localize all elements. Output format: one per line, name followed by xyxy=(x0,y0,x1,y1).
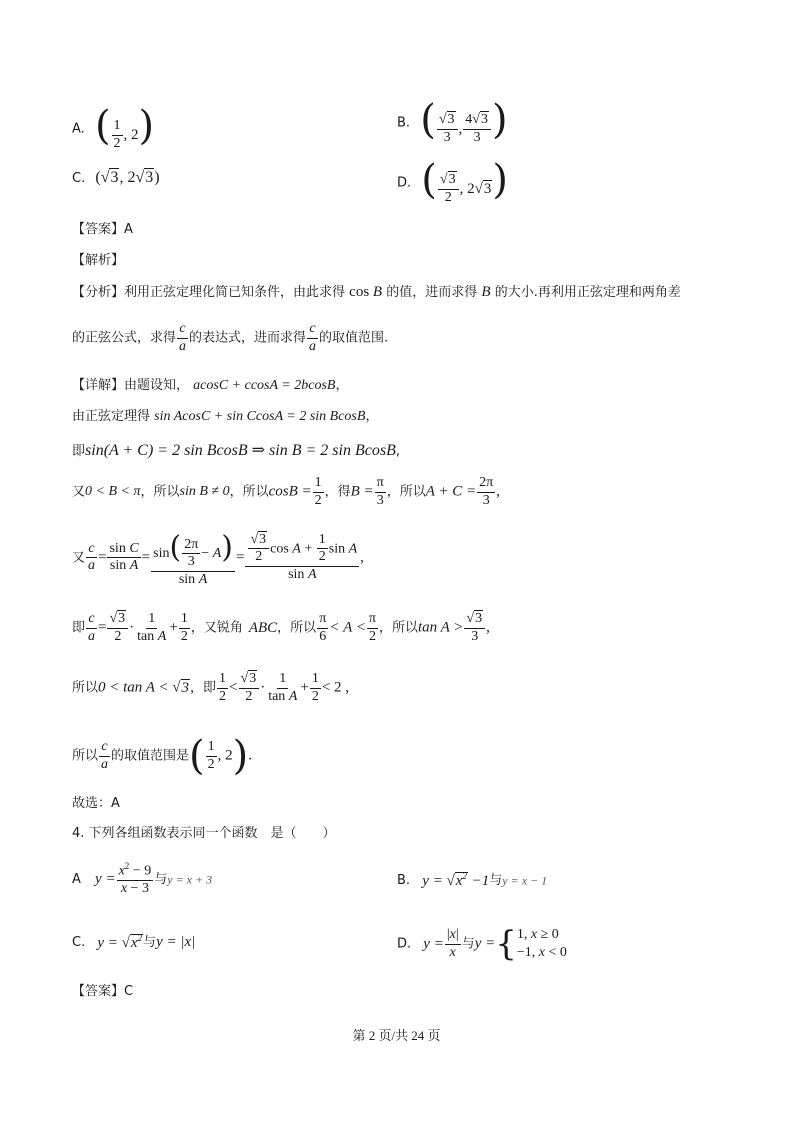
step2-formula: sin AcosC + sin CcosA = 2 sin BcosB xyxy=(154,409,366,424)
xiangjie-line-1 xyxy=(72,379,348,393)
plus-1: + xyxy=(169,619,178,636)
q4-d-yu: 与 xyxy=(461,936,475,952)
q4-b-yu: 与 xyxy=(489,873,503,888)
frac-c-a-3: $\frac{c}{a}$ xyxy=(88,540,96,574)
q4-option-a xyxy=(72,862,212,897)
q4-a-y: y = xyxy=(95,871,116,888)
frac-half-4: $\frac{1}{2}$ xyxy=(311,671,319,704)
step8-text-b: 的取值范围是 xyxy=(111,748,190,764)
fenxi-text-5: 的表达式，进而求得 xyxy=(189,330,307,346)
step4-text-b: ，所以 xyxy=(140,484,180,500)
frac-half-5: $\frac{1}{2}$ xyxy=(207,738,215,772)
step4-a-plus-c: A + C = xyxy=(425,483,477,500)
frac-1-tana-b: $\frac{1}{\text{tan A}}$ xyxy=(268,671,298,704)
q4-option-b xyxy=(397,872,547,889)
step7-text-b: ，即 xyxy=(190,680,217,696)
step4-text-d: ，得 xyxy=(324,484,351,500)
option-a xyxy=(72,103,155,152)
frac-expanded: $\frac{√3}{2}$ cos A + $\frac{1}{2}$ sin A sin A xyxy=(245,533,359,583)
q4-d-y2: y = xyxy=(474,935,496,952)
frac-half: $\frac{1}{2}$ xyxy=(314,475,322,508)
step4-comma: , xyxy=(496,483,500,500)
frac-1-tana: $\frac{1}{\text{tan A}}$ xyxy=(137,611,167,644)
eq-2: = xyxy=(141,549,151,566)
step7-text-a: 所以 xyxy=(72,680,99,696)
step1-text: 由题设知， xyxy=(124,378,190,393)
fenxi-text-3: 的大小.再利用正弦定理和两角差 xyxy=(494,285,681,300)
piecewise-brace: { xyxy=(495,924,517,964)
lt-2: < 2 , xyxy=(321,679,350,696)
step4-text-a: 又 xyxy=(72,484,86,500)
option-d xyxy=(397,157,508,206)
fenxi-line-2 xyxy=(72,322,388,354)
option-b-value: ( $\frac{√3}{3}$ , $\frac{4√3}{3}$ ) xyxy=(420,97,508,145)
step2-text: 由正弦定理得 xyxy=(72,409,151,424)
frac-c-a-4: $\frac{c}{a}$ xyxy=(88,611,96,644)
lt-a-lt: < A < xyxy=(329,619,366,636)
xiangjie-line-3 xyxy=(72,443,400,459)
formula-cosb: cos B xyxy=(349,284,383,300)
step6-text-d: ，所以 xyxy=(378,620,418,636)
frac-c-a-5: $\frac{c}{a}$ xyxy=(101,738,109,772)
frac-sqrt3-3: $\frac{√3}{3}$ xyxy=(464,612,485,644)
step6-text-a: 即 xyxy=(72,620,86,636)
option-c xyxy=(72,170,160,186)
dot-2: · xyxy=(260,679,266,696)
q4-option-b-label: B. xyxy=(397,873,411,888)
q4-c-f1: $y = √x^2$ xyxy=(97,933,143,951)
xiangjie-label: 【详解】 xyxy=(72,378,125,393)
frac-sin-2pi3-a: sin( $\frac{2\pi}{3}$ − A) sin A xyxy=(153,530,233,587)
step6-text-c: ，所以 xyxy=(277,620,317,636)
q4-a-f2: y = x + 3 xyxy=(167,872,213,887)
frac-x2-9-x-3: $\frac{x^2 - 9}{x - 3}$ xyxy=(118,861,152,897)
fenxi-text-4: 的正弦公式，求得 xyxy=(72,330,177,346)
range-upper: , 2 xyxy=(217,747,233,764)
q4-c-f2: y = |x| xyxy=(156,934,196,950)
fenxi-label: 【分析】 xyxy=(72,285,125,300)
step4-cosb: cosB = xyxy=(268,483,312,500)
eq-4: = xyxy=(98,619,107,636)
step4-text-e: ，所以 xyxy=(386,484,426,500)
frac-c-over-a-2: $\frac{c}{a}$ xyxy=(309,321,317,354)
option-a-value: ( $\frac{1}{2}$ , 2) xyxy=(94,103,155,151)
q4-answer xyxy=(72,985,133,998)
frac-half-3: $\frac{1}{2}$ xyxy=(219,671,227,704)
xiangjie-line-8 xyxy=(72,733,252,779)
step4-sinb: sin B ≠ 0 xyxy=(179,484,230,500)
frac-pi-6: $\frac{\pi}{6}$ xyxy=(319,611,327,644)
option-c-value: (√3, 2√3) xyxy=(95,169,160,186)
q4-answer-value: C xyxy=(124,984,134,999)
option-b-label: B. xyxy=(397,115,411,131)
frac-absx-x: $\frac{|x|}{x}$ xyxy=(446,926,459,960)
q4-option-d xyxy=(397,924,567,964)
q4-a-yu: 与 xyxy=(154,872,168,888)
lt-1: < xyxy=(229,679,238,696)
q4-option-c-label: C. xyxy=(72,935,86,950)
xiangjie-line-6 xyxy=(72,612,490,644)
answer-line xyxy=(72,223,133,236)
xiangjie-line-7 xyxy=(72,672,349,704)
answer-value: A xyxy=(124,222,133,237)
step3-text: 即 xyxy=(72,444,86,459)
xiangjie-line-5 xyxy=(72,528,364,588)
step1-formula: acosC + ccosA = 2bcosB xyxy=(193,378,336,393)
step6-comma: , xyxy=(486,619,490,636)
q4-b-f1: $y = √x^2 -1$ xyxy=(422,871,490,889)
q4-stem: 4. 下列各组函数表示同一个函数 是（ ） xyxy=(72,826,336,841)
eq-1: = xyxy=(98,549,107,566)
step3-end: , xyxy=(395,444,400,459)
step8-text-a: 所以 xyxy=(72,748,99,764)
q4-option-c xyxy=(72,934,195,951)
piecewise-cases: 1, x ≥ 0 −1, x < 0 xyxy=(516,926,567,960)
frac-half-2: $\frac{1}{2}$ xyxy=(180,611,188,644)
frac-sinc-sina: $\frac{\text{sin C}}{\text{sin A}}$ xyxy=(109,540,139,574)
conclusion: 故选：A xyxy=(72,796,120,811)
page-footer: 第 2 页/共 24 页 xyxy=(352,1028,441,1043)
step8-period: . xyxy=(248,747,252,764)
option-d-value: ( $\frac{√3}{2}$ , 2√3) xyxy=(421,157,508,205)
eq-3: = xyxy=(235,549,245,566)
q4-d-y: y = xyxy=(423,935,444,952)
formula-b: B xyxy=(481,284,491,300)
step4-text-c: ，所以 xyxy=(229,484,269,500)
option-d-label: D. xyxy=(397,175,412,191)
answer-label: 【答案】 xyxy=(72,222,125,237)
q4-c-yu: 与 xyxy=(143,935,157,950)
q4-option-d-label: D. xyxy=(397,936,412,952)
tana-gt: tan A > xyxy=(418,619,464,636)
frac-pi-3: $\frac{\pi}{3}$ xyxy=(376,475,384,508)
step3-formula: sin(A + C) = 2 sin BcosB ⇒ sin B = 2 sin BcosB xyxy=(85,442,396,459)
step6-text-b: ，又锐角 xyxy=(190,620,243,636)
frac-2pi-3: $\frac{2\pi}{3}$ xyxy=(479,475,494,508)
step7-range: 0 < tan A < √3 xyxy=(98,679,190,696)
analysis-label: 【解析】 xyxy=(72,253,125,268)
xiangjie-line-4 xyxy=(72,476,500,508)
step4-range: 0 < B < π xyxy=(85,484,141,500)
fenxi-line-1 xyxy=(72,285,681,300)
frac-c-over-a: $\frac{c}{a}$ xyxy=(179,321,187,354)
step4-b-eq: B = xyxy=(350,483,374,500)
fenxi-text-6: 的取值范围. xyxy=(319,330,389,346)
triangle-abc: ABC xyxy=(248,619,278,636)
dot-1: · xyxy=(129,619,135,636)
step5-comma: , xyxy=(360,549,364,566)
fenxi-text-2: 的值，进而求得 xyxy=(386,285,478,300)
xiangjie-line-2 xyxy=(72,410,378,424)
paren-open: ( xyxy=(189,733,205,779)
fenxi-text-1: 利用正弦定理化简已知条件，由此求得 xyxy=(124,285,346,300)
q4-b-f2: y = x − 1 xyxy=(502,873,548,888)
q4-option-a-label: A xyxy=(72,872,81,888)
plus-2: + xyxy=(300,679,309,696)
frac-pi-2: $\frac{\pi}{2}$ xyxy=(368,611,376,644)
option-a-label: A. xyxy=(72,121,85,137)
step1-end: ， xyxy=(335,378,349,393)
option-b xyxy=(397,97,508,146)
q4-answer-label: 【答案】 xyxy=(72,984,125,999)
frac-sqrt3-2: $\frac{√3}{2}$ xyxy=(107,612,128,644)
paren-close: ) xyxy=(232,733,249,779)
step2-end: ， xyxy=(365,409,379,424)
option-c-label: C. xyxy=(72,171,86,186)
frac-sqrt3-2-b: $\frac{√3}{2}$ xyxy=(239,672,260,704)
step5-text: 又 xyxy=(72,550,86,566)
